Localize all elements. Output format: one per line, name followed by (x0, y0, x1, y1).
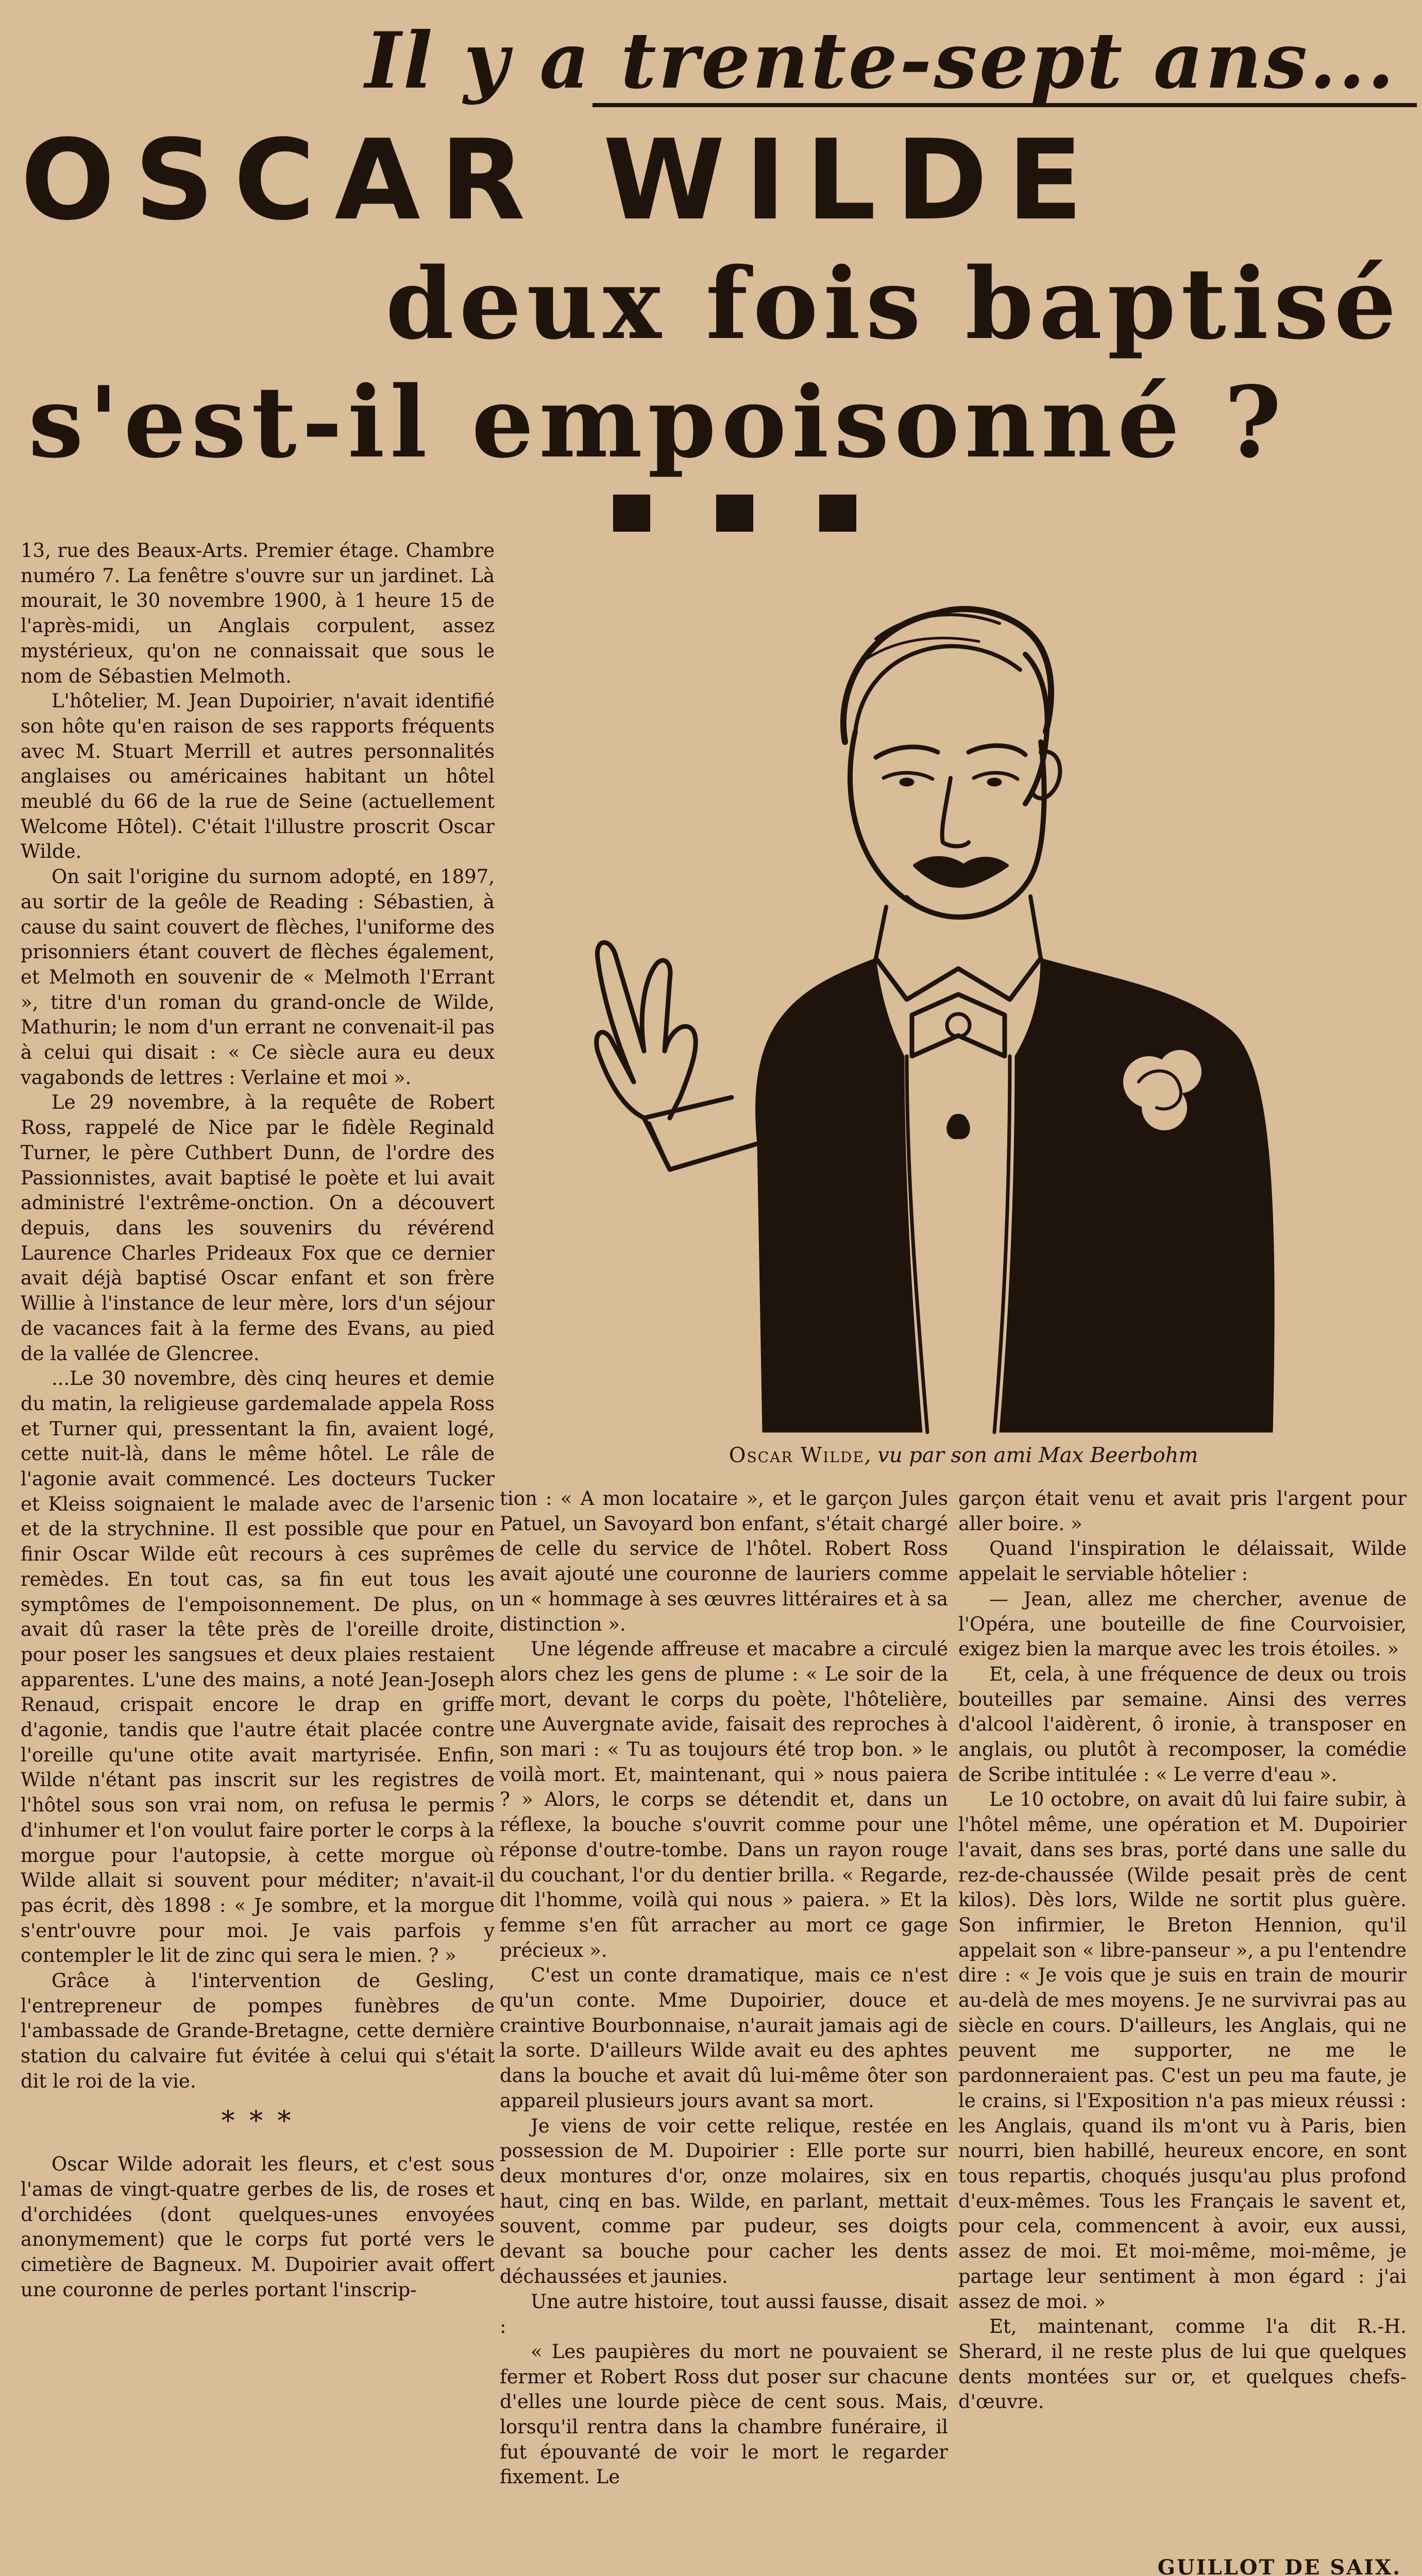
caption-name: Oscar Wilde (729, 1444, 865, 1467)
headline-line-3: s'est-il empoisonné ? (28, 365, 1287, 480)
paragraph: Et, maintenant, comme l'a dit R.-H. Sherard, il ne reste plus de lui que quelques dents montées sur or, et quelques chefs-d'œuvre. (958, 2315, 1407, 2413)
headline-line-2: deux fois baptisé (385, 246, 1401, 361)
kicker-banner (365, 10, 1417, 107)
author-signature: GUILLOT DE SAIX. (1157, 2555, 1401, 2576)
paragraph: C'est un conte dramatique, mais ce n'est qu'un conte. Mme Dupoirier, douce et craintive Bourbonnaise, n'aurait jamais agi de la sorte. D'ailleurs Wilde avait eu des aphtes dans la bouche et avait dû lui-même ôter son appareil plusieurs jours avant sa mort. (500, 1964, 948, 2112)
paragraph: Une légende affreuse et macabre a circulé alors chez les gens de plume : « Le soir de la mort, devant le corps du poète, l'hôtelière, une Auvergnate avide, faisait des reproches à son mari : « Tu as toujours été trop bon. » le voilà mort. Et, maintenant, qui » nous paiera ? » Alors, le corps se détendit et, dans un réflexe, la bouche s'ouvrit comme pour une réponse d'outre-tombe. Dans un rayon rouge du couchant, l'or du dentier brilla. « Regarde, dit l'homme, voilà qui nous » paiera. » Et la femme s'en fût arracher au mort ce gage précieux ». (500, 1638, 948, 1961)
headline-name: OSCAR WILDE (21, 115, 1103, 245)
paragraph: garçon était venu et avait pris l'argent pour aller boire. » (958, 1487, 1407, 1535)
caricature-illustration (515, 536, 1412, 1437)
kicker-text: Il y a trente-sept ans... (365, 15, 1396, 106)
paragraph: On sait l'origine du surnom adopté, en 1897, au sortir de la geôle de Reading : Sébastien, à cause du saint couvert de flèches, l'uniforme des prisonniers étant couvert de flèches également, et Melmoth en souvenir de « Melmoth l'Errant », titre d'un roman du grand-oncle de Wilde, Mathurin; le nom d'un errant ne convenait-il pas à celui qui disait : « Ce siècle aura eu deux vagabonds de lettres : Verlaine et moi ». (21, 866, 495, 1089)
paragraph: Oscar Wilde adorait les fleurs, et c'est sous l'amas de vingt-quatre gerbes de lis, de roses et d'orchidées (dont quelques-unes envoyées anonymement) que le corps fut porté vers le cimetière de Bagneux. M. Dupoirier avait offert une couronne de perles portant l'inscrip- (21, 2153, 495, 2301)
paragraph: Le 29 novembre, à la requête de Robert Ross, rappelé de Nice par le fidèle Reginald Turner, le père Cuthbert Dunn, de l'ordre des Passionnistes, avait baptisé le poète et lui avait administré l'extrême-onction. On a découvert depuis, dans les souvenirs du révérend Laurence Charles Prideaux Fox que ce dernier avait déjà baptisé Oscar enfant et son frère Willie à l'instance de leur mère, lors d'un séjour de vacances fait à la ferme des Evans, au pied de la vallée de Glencree. (21, 1091, 495, 1365)
paragraph: Le 10 octobre, on avait dû lui faire subir, à l'hôtel même, une opération et M. Dupoirier l'avait, dans ses bras, porté dans une salle du rez-de-chaussée (Wilde pesait près de cent kilos). Dès lors, Wilde ne sortit plus guère. Son infirmier, le Breton Hennion, qu'il appelait son « libre-panseur », a pu l'entendre dire : « Je vois que je suis en train de mourir au-delà de mes moyens. Je ne survivrai pas au siècle en cours. D'ailleurs, les Anglais, qui ne peuvent me supporter, ne me le pardonneraient pas. C'est un peu ma faute, je le crains, si l'Exposition n'a pas mieux réussi : les Anglais, quand ils m'ont vu à Paris, bien nourri, bien habillé, heureux encore, en sont tous repartis, choqués jusqu'au plus profond d'eux-mêmes. Tous les Français le savent et, pour cela, commencent à avoir, eux aussi, assez de moi. Et moi-même, moi-même, je partage leur sentiment à mon égard : j'ai assez de moi. » (958, 1788, 1407, 2313)
paragraph: — Jean, allez me chercher, avenue de l'Opéra, une bouteille de fine Courvoisier, exigez bien la marque avec les trois étoiles. » (958, 1587, 1407, 1660)
ornament-squares (603, 495, 871, 541)
paragraph: Je viens de voir cette relique, restée en possession de M. Dupoirier : Elle porte sur deux montures d'or, onze molaires, six en haut, cinq en bas. Wilde, en parlant, mettait souvent, comme par pudeur, ses doigts devant sa bouche pour cacher les dents déchaussées et jaunies. (500, 2114, 948, 2287)
article-column-2 (500, 1486, 948, 2490)
paragraph: Grâce à l'intervention de Gesling, l'entrepreneur de pompes funèbres de l'ambassade de Grande-Bretagne, cette dernière station du calvaire fut évitée à celui qui s'était dit le roi de la vie. (21, 1970, 495, 2092)
paragraph: Une autre histoire, tout aussi fausse, disait : (500, 2290, 948, 2338)
section-separator: * * * (221, 2105, 294, 2137)
paragraph: 13, rue des Beaux-Arts. Premier étage. Chambre numéro 7. La fenêtre s'ouvre sur un jardinet. Là mourait, le 30 novembre 1900, à 1 heure 15 de l'après-midi, un Anglais corpulent, assez mystérieux, qu'on ne connaissait que sous le nom de Sébastien Melmoth. (21, 539, 495, 687)
article-column-3 (958, 1486, 1407, 2415)
paragraph: tion : « A mon locataire », et le garçon Jules Patuel, un Savoyard bon enfant, s'était chargé de celle du service de l'hôtel. Robert Ross avait ajouté une couronne de lauriers comme un « hommage à ses œuvres littéraires et à sa distinction ». (500, 1487, 948, 1635)
paragraph: Et, cela, à une fréquence de deux ou trois bouteilles par semaine. Ainsi des verres d'alcool l'aidèrent, ô ironie, à transposer en anglais, ou plutôt à recomposer, la comédie de Scribe intitulée : « Le verre d'eau ». (958, 1663, 1407, 1786)
article-column-1 (21, 538, 495, 2303)
paragraph: ...Le 30 novembre, dès cinq heures et demie du matin, la religieuse gardemalade appela Ross et Turner qui, pressentant la fin, avaient logé, cette nuit-là, dans le même hôtel. Le râle de l'agonie avait commencé. Les docteurs Tucker et Kleiss soignaient le malade avec de l'arsenic et de la strychnine. Il est possible que pour en finir Oscar Wilde eût recours à ces suprêmes remèdes. En tout cas, sa fin eut tous les symptômes de l'empoisonnement. De plus, on avait dû raser la tête près de l'oreille droite, pour poser les sangsues et deux plaies restaient apparentes. L'une des mains, a noté Jean-Joseph Renaud, crispait encore le drap en griffe d'agonie, tandis que l'autre était placée contre l'oreille qu'une otite avait martyrisée. Enfin, Wilde n'étant pas inscrit sur les registres de l'hôtel sous son vrai nom, on refusa le permis d'inhumer et l'on voulut faire porter le corps à la morgue pour l'autopsie, à cette morgue où Wilde allait si souvent pour méditer; n'avait-il pas écrit, dès 1898 : « Je sombre, et la morgue s'entr'ouvre pour moi. Je vais parfois y contempler le lit de zinc qui sera le mien. ? » (21, 1367, 495, 1967)
paragraph: Quand l'inspiration le délaissait, Wilde appelait le serviable hôtelier : (958, 1537, 1407, 1585)
illustration-caption (515, 1443, 1412, 1468)
caption-text: , vu par son ami Max Beerbohm (864, 1444, 1198, 1467)
paragraph: L'hôtelier, M. Jean Dupoirier, n'avait identifié son hôte qu'en raison de ses rapports fréquents avec M. Stuart Merrill et autres personnalités anglaises ou américaines habitant un hôtel meublé du 66 de la rue de Seine (actuellement Welcome Hôtel). C'était l'illustre proscrit Oscar Wilde. (21, 690, 495, 863)
paragraph: « Les paupières du mort ne pouvaient se fermer et Robert Ross dut poser sur chacune d'elles une lourde pièce de cent sous. Mais, lorsqu'il rentra dans la chambre funéraire, il fut épouvanté de voir le mort le regarder fixement. Le (500, 2340, 948, 2488)
